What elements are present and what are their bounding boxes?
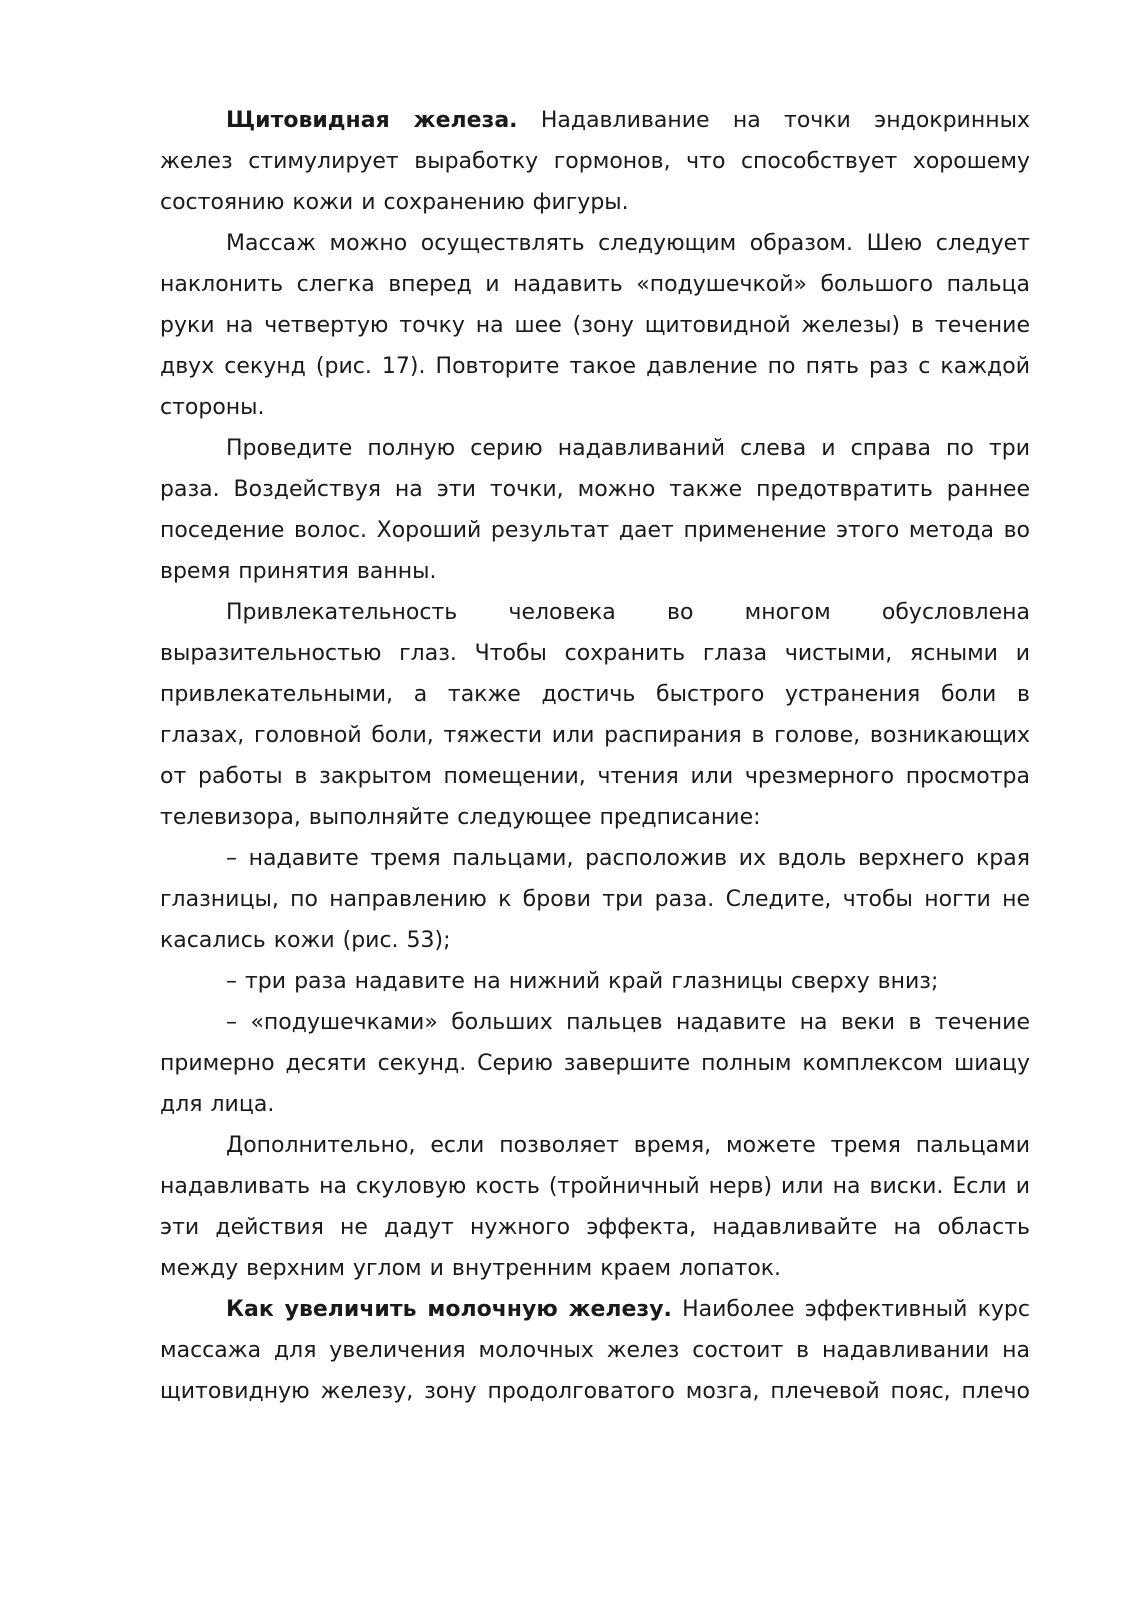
paragraph-text: Проведите полную серию надавливаний слева и справа по три раза. Воздействуя на эти точки, можно также предотвратить раннее поседение волос. Хороший результат дает применение этого метода во время принятия ванны. <box>160 436 1030 584</box>
list-item-text: – три раза надавите на нижний край глазницы сверху вниз; <box>226 969 939 994</box>
paragraph-text: Привлекательность человека во многом обусловлена выразительностью глаз. Чтобы сохранить глаза чистыми, ясными и привлекательными, а также достичь быстрого устранения боли в глазах, головной боли, тяжести или распирания в голове, возникающих от работы в закрытом помещении, чтения или чрезмерного просмотра телевизора, выполняйте следующее предписание: <box>160 600 1030 830</box>
paragraph-additional <box>160 1125 1030 1289</box>
list-item-upper-eye-socket <box>160 838 1030 961</box>
paragraph-text: Наиболее эффективный курс массажа для увеличения молочных желез состоит в надавливании на щитовидную железу, зону продолговатого мозга, плечевой пояс, плечо <box>160 1297 1030 1404</box>
list-item-eyelids <box>160 1002 1030 1125</box>
paragraph-series <box>160 428 1030 592</box>
paragraph-text: Массаж можно осуществлять следующим образом. Шею следует наклонить слегка вперед и надавить «подушечкой» большого пальца руки на четвертую точку на шее (зону щитовидной железы) в течение двух секунд (рис. 17). Повторите такое давление по пять раз с каждой стороны. <box>160 231 1030 420</box>
document-page <box>160 100 1030 1412</box>
section-heading-thyroid: Щитовидная железа. <box>226 108 518 133</box>
paragraph-text: Дополнительно, если позволяет время, можете тремя пальцами надавливать на скуловую кость (тройничный нерв) или на виски. Если и эти действия не дадут нужного эффекта, надавливайте на область между верхним углом и внутренним краем лопаток. <box>160 1133 1030 1281</box>
paragraph-thyroid <box>160 100 1030 223</box>
paragraph-breast <box>160 1289 1030 1412</box>
paragraph-massage-method <box>160 223 1030 428</box>
paragraph-eyes <box>160 592 1030 838</box>
list-item-text: – «подушечками» больших пальцев надавите на веки в течение примерно десяти секунд. Серию завершите полным комплексом шиацу для лица. <box>160 1010 1030 1117</box>
list-item-text: – надавите тремя пальцами, расположив их вдоль верхнего края глазницы, по направлению к брови три раза. Следите, чтобы ногти не касались кожи (рис. 53); <box>160 846 1030 953</box>
list-item-lower-eye-socket <box>160 961 1030 1002</box>
section-heading-breast: Как увеличить молочную железу. <box>226 1297 672 1322</box>
paragraph-text: Надавливание на точки эндокринных желез стимулирует выработку гормонов, что способствует хорошему состоянию кожи и сохранению фигуры. <box>160 108 1030 215</box>
